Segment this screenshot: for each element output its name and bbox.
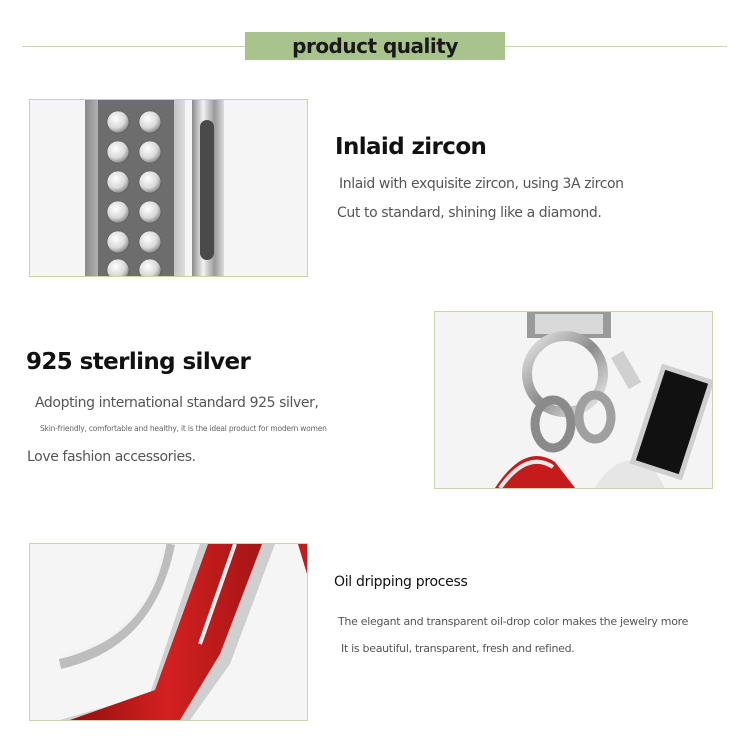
silver-desc-line2: Skin-friendly, comfortable and healthy, it is the ideal product for modern women (40, 424, 327, 433)
header-rule-left (22, 46, 245, 47)
oil-drip-desc-line2: It is beautiful, transparent, fresh and refined. (341, 642, 575, 655)
section-title-bar (245, 32, 505, 60)
zircon-heading: Inlaid zircon (335, 134, 487, 160)
header-rule-right (505, 46, 727, 47)
zircon-desc-line2: Cut to standard, shining like a diamond. (337, 205, 602, 221)
section-title: product quality (292, 34, 458, 58)
zircon-closeup-image (29, 99, 308, 277)
oil-drip-shoe-image (29, 543, 308, 721)
silver-heading: 925 sterling silver (26, 349, 251, 375)
silver-charm-image (434, 311, 713, 489)
silver-desc-line3: Love fashion accessories. (27, 449, 196, 465)
silver-desc-line1: Adopting international standard 925 silver, (35, 395, 319, 411)
zircon-desc-line1: Inlaid with exquisite zircon, using 3A zircon (339, 176, 624, 192)
oil-drip-desc-line1: The elegant and transparent oil-drop color makes the jewelry more (338, 615, 689, 628)
oil-drip-heading: Oil dripping process (334, 574, 468, 590)
